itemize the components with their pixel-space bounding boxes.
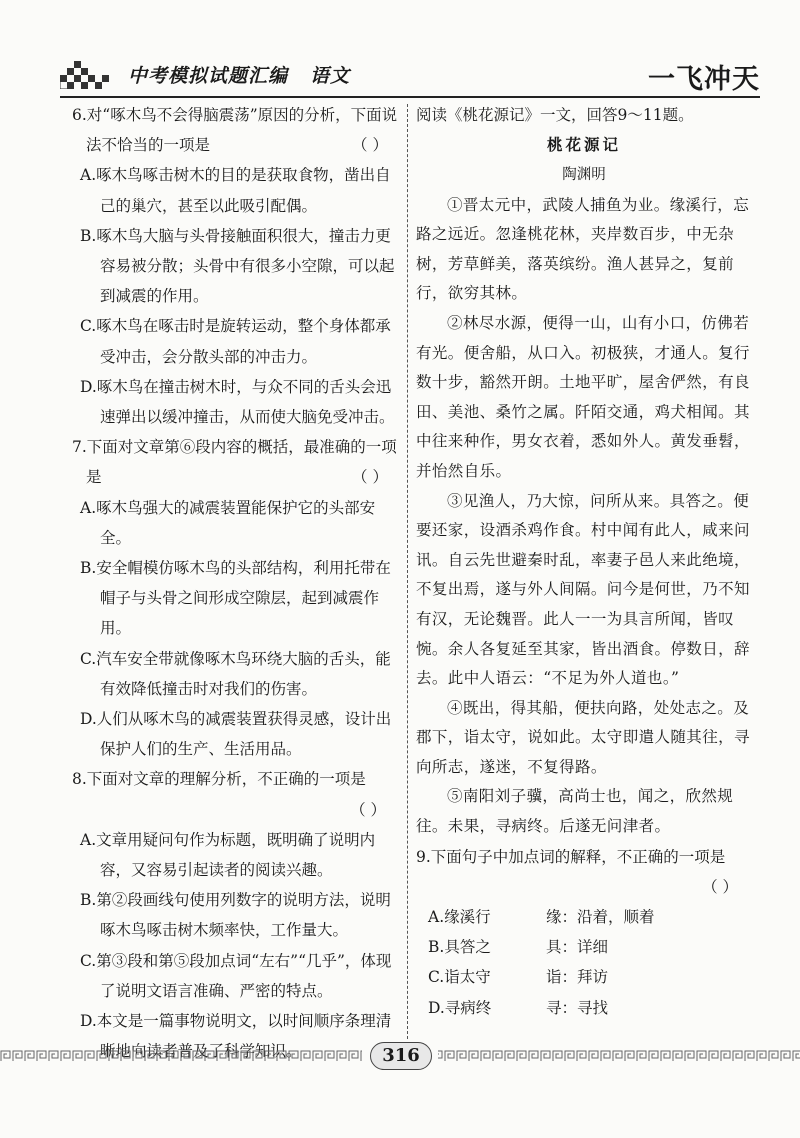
option-d: D.人们从啄木鸟的减震装置获得灵感，设计出保护人们的生产、生活用品。 [80,710,392,759]
passage-paragraph-3: ③见渔人，乃大惊，问所从来。具答之。便要还家，设酒杀鸡作食。村中闻有此人，咸来问讯。自云先世避秦时乱，率妻子邑人来此绝境，不复出焉，遂与外人间隔。问今是何世，乃不知有汉，无论魏晋。此人一一为具言所闻，皆叹惋。余人各复延至其家，皆出酒食。停数日，辞去。此中人语云：“不足为外人道也。” [416,491,750,688]
option-d: D.本文是一篇事物说明文，以时间顺序条理清 [80,1012,392,1031]
gloss-row [416,993,752,1023]
checkerboard-logo-icon [60,61,112,89]
question-9 [416,842,752,1023]
gloss-row [416,962,752,992]
header-title [128,61,350,88]
gloss-meaning: 具：详细 [546,938,609,957]
question-6 [72,100,400,432]
stem-text: 7.下面对文章第⑥段内容的概括，最准确的一项是 [72,438,397,487]
option-b: B.啄木鸟大脑与头骨接触面积很大，撞击力更容易被分散；头骨中有很多小空隙，可以起到减震的作用。 [80,226,395,306]
stem-text: 6.对“啄木鸟不会得脑震荡”原因的分析，下面说法不恰当的一项是 [72,106,398,155]
book-title: 中考模拟试题汇编 [128,65,289,87]
subject-label: 语文 [310,65,351,87]
gloss-meaning: 缘：沿着，顺着 [546,908,655,927]
question-stem [72,432,400,492]
question-stem: 8.下面对文章的理解分析，不正确的一项是 [72,770,366,789]
option-c: C.啄木鸟在啄击时是旋转运动，整个身体都承受冲击，会分散头部的冲击力。 [80,317,391,366]
reading-instruction: 阅读《桃花源记》一文，回答9～11题。 [416,106,694,124]
question-7 [72,432,400,764]
gloss-term: A.缘溪行 [428,908,491,927]
option-a: A.啄木鸟啄击树木的目的是获取食物，凿出自己的巢穴，甚至以此吸引配偶。 [80,166,391,215]
passage-paragraph-4: ④既出，得其船，便扶向路，处处志之。及郡下，诣太守，说如此。太守即遣人随其往，寻向所志，遂迷，不复得路。 [416,698,750,776]
header-rule [60,96,760,98]
answer-blank: （ ） [352,136,388,155]
right-column [416,100,752,1023]
gloss-row [416,932,752,962]
passage-title: 桃花源记 [546,136,621,155]
option-d: D.啄木鸟在撞击树木时，与众不同的舌头会迅速弹出以缓冲撞击，从而使大脑免受冲击。 [80,377,395,427]
question-stem [72,100,400,160]
option-b: B.第②段画线句使用列数字的说明方法，说明啄木鸟啄击树木频率快，工作量大。 [80,891,391,940]
gloss-term: C.诣太守 [428,968,491,987]
option-b: B.安全帽模仿啄木鸟的头部结构，利用托带在帽子与头骨之间形成空隙层，起到减震作用。 [80,559,391,638]
question-stem: 9.下面句子中加点词的解释，不正确的一项是 [416,847,726,866]
page-header [60,55,760,95]
gloss-meaning: 寻：寻找 [546,998,609,1017]
gloss-term: D.寻病终 [428,998,492,1017]
passage-author: 陶渊明 [562,167,606,184]
gloss-term: B.具答之 [428,938,491,957]
page-number: 316 [370,1042,432,1070]
question-8 [72,764,400,1066]
column-divider [407,104,408,1039]
brand-logo: 一飞冲天 [648,64,760,95]
passage-paragraph-1: ①晋太元中，武陵人捕鱼为业。缘溪行，忘路之远近。忽逢桃花林，夹岸数百步，中无杂树，芳草鲜美，落英缤纷。渔人甚异之，复前行，欲穷其林。 [416,195,750,303]
gloss-row [416,902,752,932]
passage-paragraph-5: ⑤南阳刘子骥，高尚士也，闻之，欣然规往。未果，寻病终。后遂无问津者。 [416,787,734,836]
option-c: C.汽车安全带就像啄木鸟环绕大脑的舌头，能有效降低撞击时对我们的伤害。 [80,649,391,698]
option-c: C.第③段和第⑤段加点词“左右”“几乎”，体现了说明文语言准确、严密的特点。 [80,951,392,1000]
gloss-meaning: 诣：拜访 [546,968,609,987]
answer-blank: （ ） [352,468,388,487]
answer-blank: （ ） [702,877,738,896]
passage-paragraph-2: ②林尽水源，便得一山，山有小口，仿佛若有光。便舍船，从口入。初极狭，才通人。复行数十步，豁然开朗。土地平旷，屋舍俨然，有良田、美池、桑竹之属。阡陌交通，鸡犬相闻。其中往来种作，男女衣着，悉如外人。黄发垂髫，并怡然自乐。 [416,313,750,480]
left-column [72,100,400,1067]
option-a: A.啄木鸟强大的减震装置能保护它的头部安全。 [80,498,376,547]
answer-blank: （ ） [350,800,386,819]
option-a: A.文章用疑问句作为标题，既明确了说明内容，又容易引起读者的阅读兴趣。 [80,830,376,880]
